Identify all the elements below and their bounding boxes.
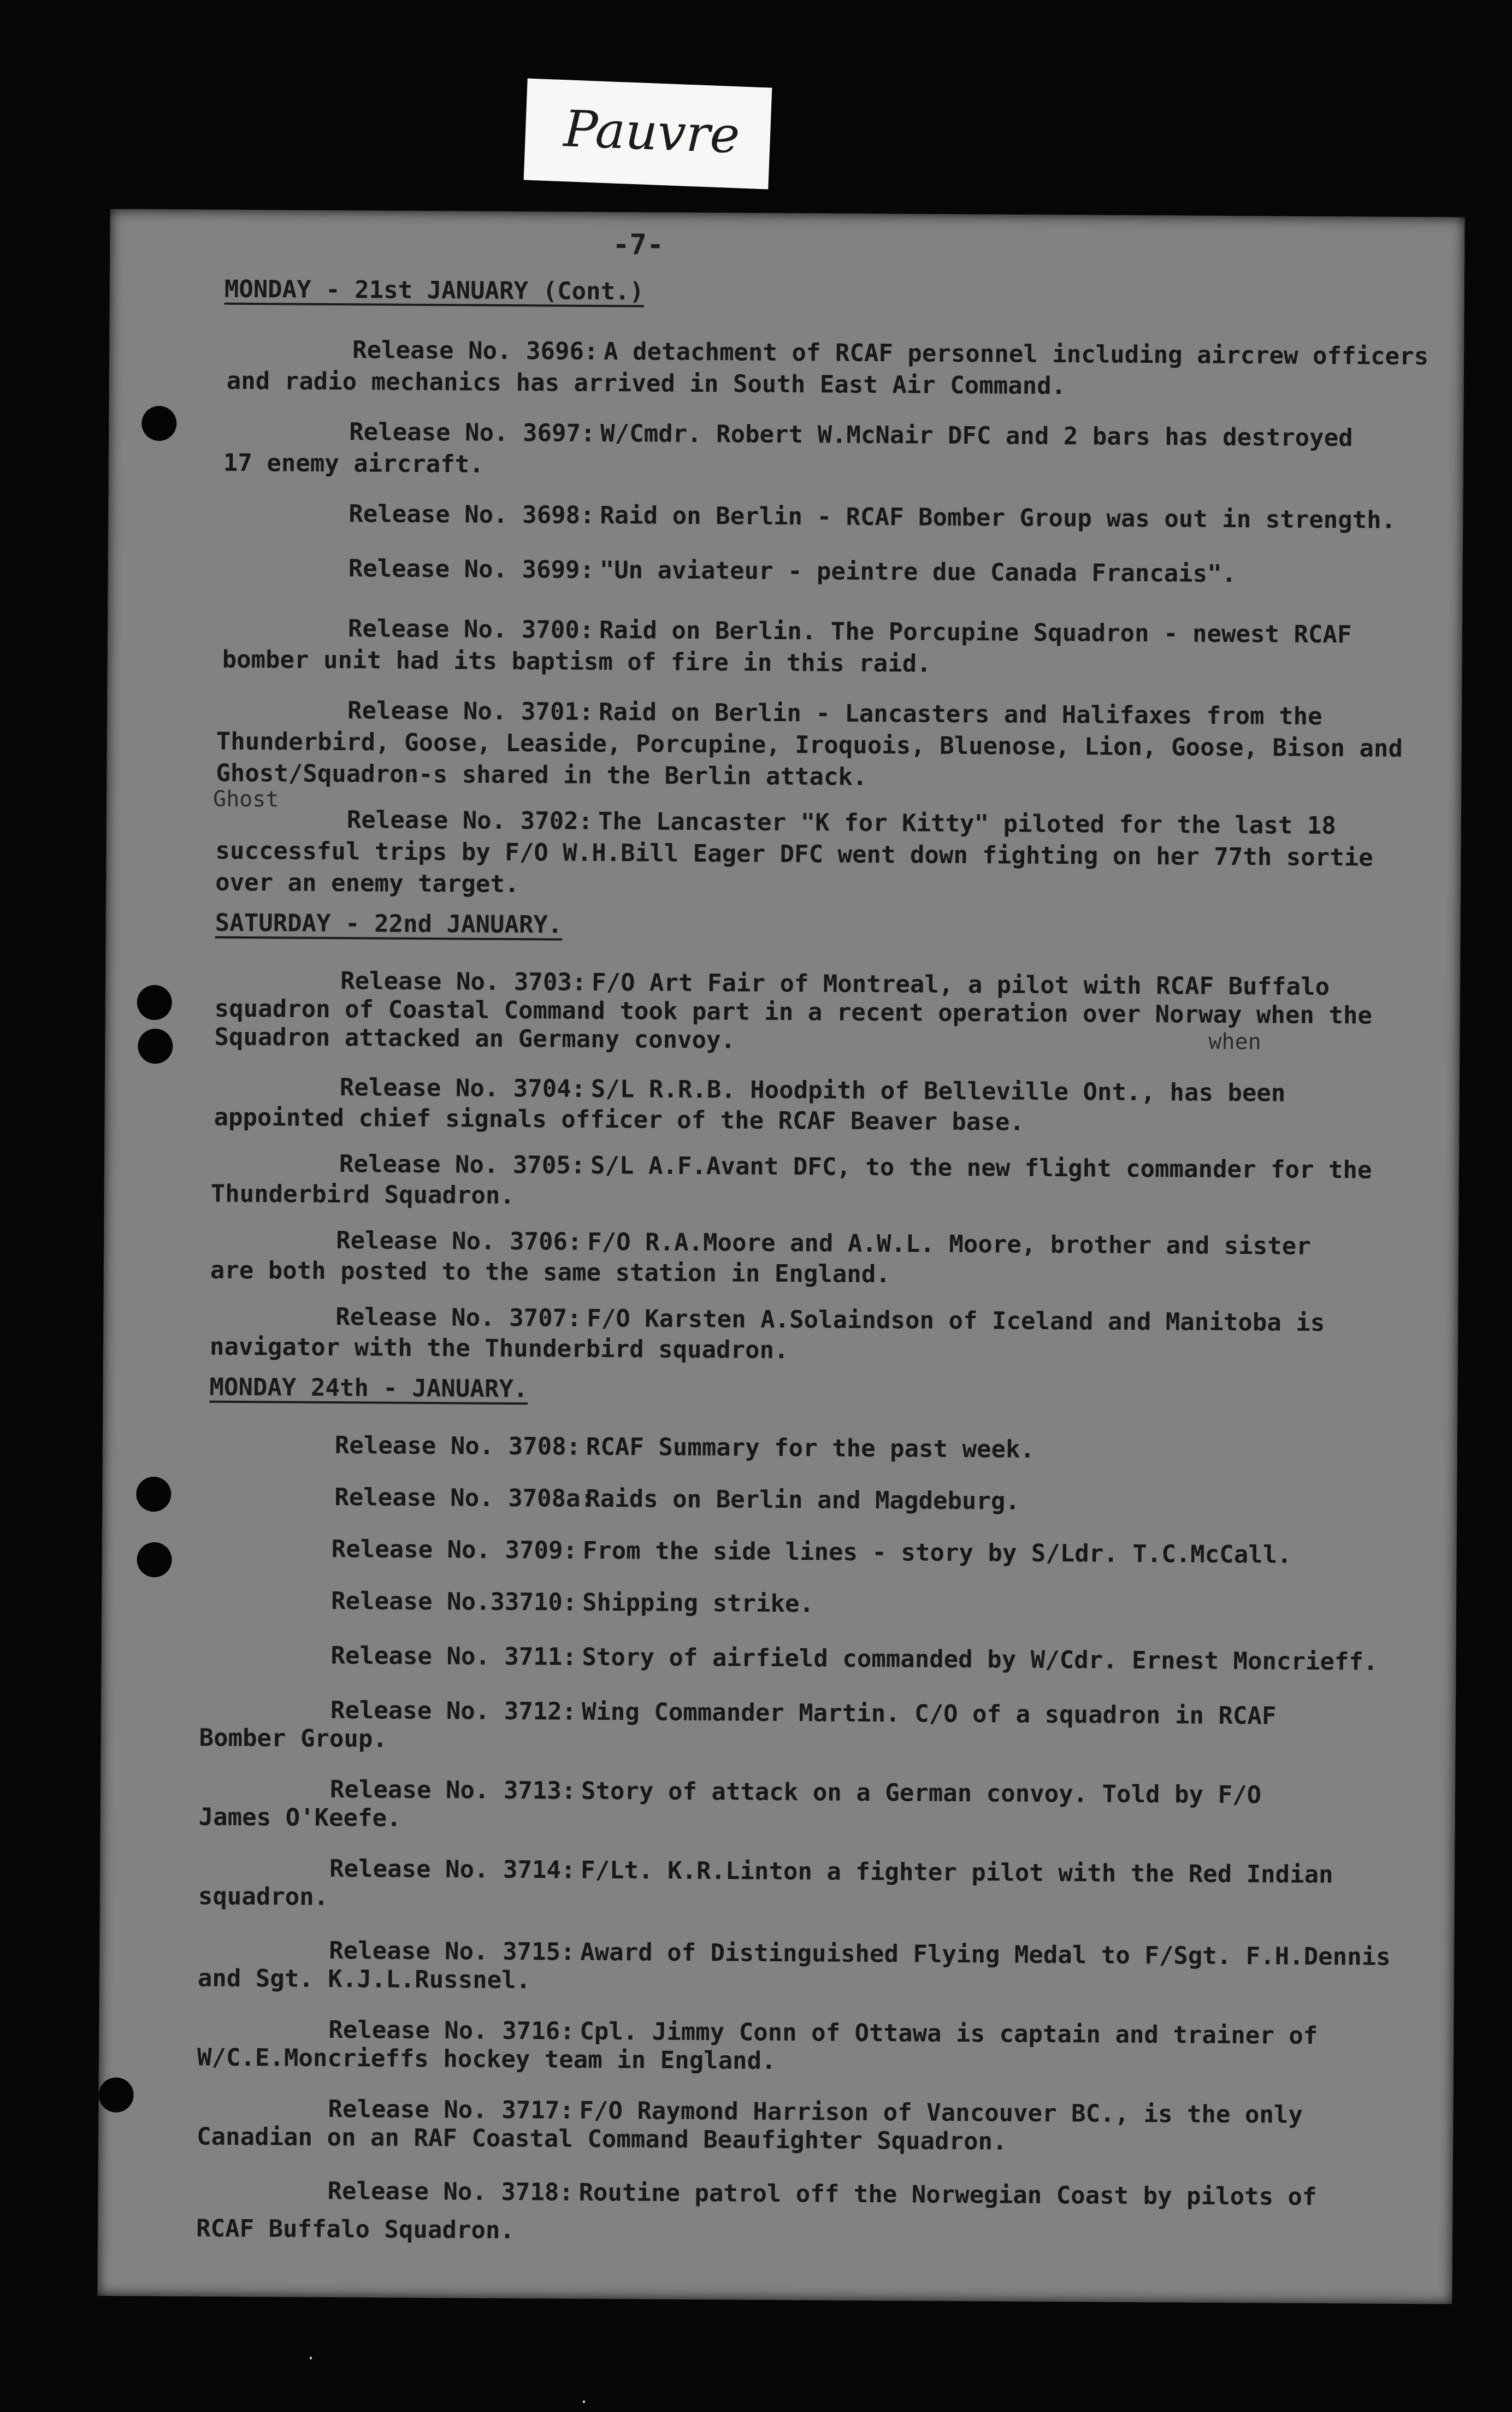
release-number: Release No. 3702: [346,806,593,835]
release-text-line: Thunderbird Squadron. [210,1180,515,1210]
release-entry [99,1935,1454,1995]
release-entry [100,1853,1455,1911]
release-text-line: and Sgt. K.J.L.Russnel. [197,1964,531,1995]
release-text-line: Raids on Berlin and Magdeburg. [586,1484,1020,1515]
section-heading: SATURDAY - 22nd JANUARY. [215,909,563,939]
punch-hole [137,985,172,1020]
release-number: Release No. 3701: [347,697,594,726]
film-speck: · [579,2393,589,2412]
release-number: Release No. 3714: [329,1854,576,1884]
release-number: Release No. 3700: [347,615,594,644]
release-entry [107,804,1461,899]
release-number: Release No. 3713: [329,1775,576,1805]
document-page [97,209,1464,2304]
release-text-line: Raid on Berlin - Lancasters and Halifaxes from the [598,698,1322,731]
release-text-line: F/O Raymond Harrison of Vancouver BC., is the only [579,2096,1303,2129]
release-text-line: James O'Keefe. [198,1803,401,1832]
release-entry [108,498,1463,534]
release-entry [103,1301,1458,1365]
release-number: Release No. 3704: [339,1074,586,1103]
release-text-line: Cpl. Jimmy Conn of Ottawa is captain and trainer of [580,2017,1318,2050]
release-text-line: Routine patrol off the Norwegian Coast by pilots of [578,2178,1317,2212]
release-number: Release No. 3696: [352,336,599,365]
release-number: Release No. 3697: [349,418,595,447]
punch-hole [141,406,176,441]
release-number: Release No. 3699: [348,555,595,584]
section-heading: MONDAY 24th - JANUARY. [209,1373,528,1403]
release-entry [102,1585,1456,1618]
release-entry [99,2093,1454,2156]
punch-hole [136,1477,171,1512]
release-entry [107,695,1462,812]
release-text-line: F/Lt. K.R.Linton a fighter pilot with the Red Indian [580,1856,1333,1889]
punch-hole [138,1029,173,1064]
release-text-line: S/L A.F.Avant DFC, to the new flight commander for the [590,1151,1372,1184]
section-heading: MONDAY - 21st JANUARY (Cont.) [224,275,645,306]
release-number: Release No. 3717: [328,2095,574,2125]
release-text-line: RCAF Summary for the past week. [586,1432,1035,1464]
release-number: Release No. 3712: [330,1696,577,1726]
release-text-line: over an enemy target. [215,868,519,899]
release-text-line: The Lancaster "K for Kitty" piloted for the last 18 [598,807,1337,840]
release-number: Release No. 3707: [335,1303,582,1332]
punch-hole [98,2077,133,2112]
release-text-line: Shipping strike. [582,1588,814,1618]
release-text-line: Award of Distinguished Flying Medal to F/Sgt. F.H.Dennis [580,1938,1391,1971]
release-annotation: Ghost [212,786,279,812]
release-text-line: F/O Art Fair of Montreal, a pilot with RCAF Buffalo [591,968,1330,1001]
release-number: Release No. 3705: [339,1150,586,1180]
release-number: Release No. 3698: [349,500,595,529]
release-number: Release No. 3715: [329,1936,575,1966]
release-text-line: From the side lines - story by S/Ldr. T.C.McCall. [582,1536,1292,1569]
release-number: Release No. 3703: [340,967,587,996]
release-text-line: "Un aviateur - peintre due Canada Francais". [599,556,1237,588]
release-number: Release No.33710: [330,1587,577,1617]
release-number: Release No. 3708a: [334,1483,595,1513]
release-entry [102,1482,1457,1515]
release-entry [109,416,1463,479]
release-text-line: squadron. [198,1882,329,1911]
release-text-line: are both posted to the same station in England. [210,1256,891,1289]
release-text-line: W/Cmdr. Robert W.McNair DFC and 2 bars has destroyed [600,419,1353,452]
release-text-line: RCAF Buffalo Squadron. [196,2214,515,2245]
release-text-line: and radio mechanics has arrived in South East Air Command. [226,367,1066,400]
release-text-line: Ghost/Squadron-s shared in the Berlin attack. [216,759,867,791]
release-text-line: successful trips by F/O W.H.Bill Eager DFC went down fighting on her 77th sortie [215,836,1373,872]
release-number: Release No. 3706: [336,1226,582,1256]
release-text-line: F/O Karsten A.Solaindson of Iceland and Manitoba is [587,1304,1325,1337]
punch-hole [137,1542,172,1577]
release-text-line: A detachment of RCAF personnel including aircrew officers [603,337,1429,371]
release-text-line: Raid on Berlin - RCAF Bomber Group was out in strength. [600,501,1396,534]
release-text-line: Thunderbird, Goose, Leaside, Porcupine, Iroquois, Bluenose, Lion, Goose, Bison and [216,727,1403,763]
release-entry [105,965,1460,1055]
release-text-line: appointed chief signals officer of the RCAF Beaver base. [214,1103,1025,1136]
release-text-line: F/O R.A.Moore and A.W.L. Moore, brother and sister [587,1228,1311,1260]
release-text-line: S/L R.R.B. Hoodpith of Belleville Ont., has been [590,1075,1286,1107]
release-annotation: when [1208,1029,1261,1055]
release-entry [104,1225,1458,1289]
release-text-line: squadron of Coastal Command took part in a recent operation over Norway when the [214,994,1373,1030]
release-entry [108,613,1462,678]
label-tag-text: Pauvre [563,99,741,165]
release-text-line: Wing Commander Martin. C/O of a squadron in RCAF [581,1697,1277,1730]
release-entry [98,2175,1453,2245]
release-number: Release No. 3709: [331,1535,578,1565]
release-entry [102,1534,1457,1569]
release-entry [102,1640,1456,1676]
film-speck: · [306,2349,316,2368]
release-entry [105,1072,1460,1136]
release-number: Release No. 3716: [328,2015,575,2045]
release-text-line: W/C.E.Moncrieffs hockey team in England. [197,2043,776,2075]
release-entry [99,2014,1454,2075]
release-text-line: bomber unit had its baptism of fire in this raid. [222,645,931,678]
release-text-line: Raid on Berlin. The Porcupine Squadron - newest RCAF [599,616,1352,649]
release-text-line: navigator with the Thunderbird squadron. [209,1332,789,1365]
handwritten-label-tag [524,78,772,189]
release-entry [109,334,1464,400]
release-entry [101,1774,1455,1832]
page-number: -7- [612,228,664,262]
release-entry [103,1430,1457,1464]
release-entry [101,1695,1456,1753]
release-text-line: Story of attack on a German convoy. Told by F/O [581,1777,1262,1809]
release-number: Release No. 3708: [334,1431,581,1461]
release-entry [104,1148,1459,1210]
release-entry [108,553,1463,588]
release-text-line: Bomber Group. [199,1724,388,1753]
release-text-line: Story of airfield commanded by W/Cdr. Ernest Moncrieff. [582,1643,1378,1676]
release-text-line: 17 enemy aircraft. [223,449,484,479]
release-text-line: Canadian on an RAF Coastal Command Beaufighter Squadron. [196,2122,1007,2156]
release-number: Release No. 3718: [327,2177,574,2207]
release-text-line: Squadron attacked an Germany convoy. [214,1023,736,1054]
release-number: Release No. 3711: [330,1641,577,1671]
